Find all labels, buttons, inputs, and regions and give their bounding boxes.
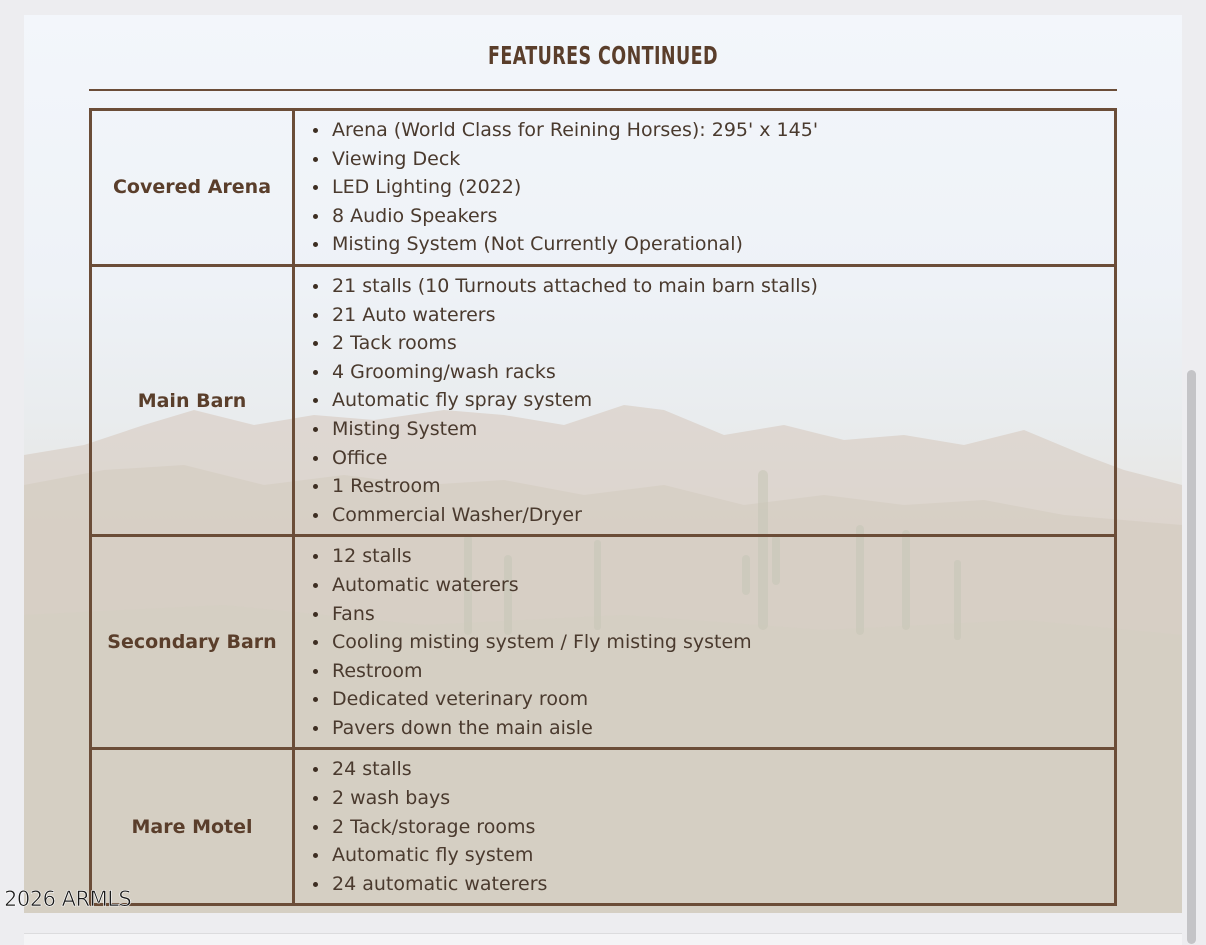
list-item: • 4 Grooming/wash racks <box>330 358 1114 387</box>
document-page <box>24 15 1182 913</box>
title-divider <box>89 89 1117 91</box>
page-title: FEATURES CONTINUED <box>488 41 718 70</box>
table-row <box>91 110 1116 266</box>
scrollbar-thumb[interactable] <box>1187 370 1196 944</box>
copyright-watermark: 2026 ARMLS <box>4 887 132 911</box>
list-item: • 21 stalls (10 Turnouts attached to main barn stalls) <box>330 272 1114 301</box>
items-cell <box>294 265 1116 535</box>
list-item: • Cooling misting system / Fly misting system <box>330 628 1114 657</box>
feature-list <box>295 267 1114 534</box>
list-item: • Automatic fly system <box>330 841 1114 870</box>
list-item: • Restroom <box>330 657 1114 686</box>
list-item: • Automatic waterers <box>330 571 1114 600</box>
table-row <box>91 749 1116 905</box>
list-item: • 2 Tack/storage rooms <box>330 813 1114 842</box>
list-item: • Automatic fly spray system <box>330 386 1114 415</box>
list-item: • Office <box>330 444 1114 473</box>
next-page-edge <box>24 933 1182 945</box>
list-item: • 2 Tack rooms <box>330 329 1114 358</box>
list-item: • Misting System (Not Currently Operational) <box>330 230 1114 259</box>
category-cell: Secondary Barn <box>91 536 294 749</box>
features-table <box>89 108 1117 906</box>
items-cell <box>294 110 1116 266</box>
list-item: • Dedicated veterinary room <box>330 685 1114 714</box>
category-cell: Covered Arena <box>91 110 294 266</box>
list-item: • Arena (World Class for Reining Horses): 295' x 145' <box>330 116 1114 145</box>
table-row <box>91 536 1116 749</box>
list-item: • 24 automatic waterers <box>330 870 1114 899</box>
feature-list <box>295 537 1114 747</box>
list-item: • 12 stalls <box>330 542 1114 571</box>
list-item: • Misting System <box>330 415 1114 444</box>
feature-list <box>295 750 1114 903</box>
category-cell: Main Barn <box>91 265 294 535</box>
list-item: • 21 Auto waterers <box>330 301 1114 330</box>
list-item: • LED Lighting (2022) <box>330 173 1114 202</box>
list-item: • Commercial Washer/Dryer <box>330 501 1114 530</box>
table-row <box>91 265 1116 535</box>
list-item: • 1 Restroom <box>330 472 1114 501</box>
items-cell <box>294 749 1116 905</box>
list-item: • Pavers down the main aisle <box>330 714 1114 743</box>
list-item: • Fans <box>330 600 1114 629</box>
list-item: • 8 Audio Speakers <box>330 202 1114 231</box>
feature-list <box>295 111 1114 264</box>
items-cell <box>294 536 1116 749</box>
list-item: • Viewing Deck <box>330 145 1114 174</box>
list-item: • 24 stalls <box>330 755 1114 784</box>
list-item: • 2 wash bays <box>330 784 1114 813</box>
category-cell: Mare Motel <box>91 749 294 905</box>
